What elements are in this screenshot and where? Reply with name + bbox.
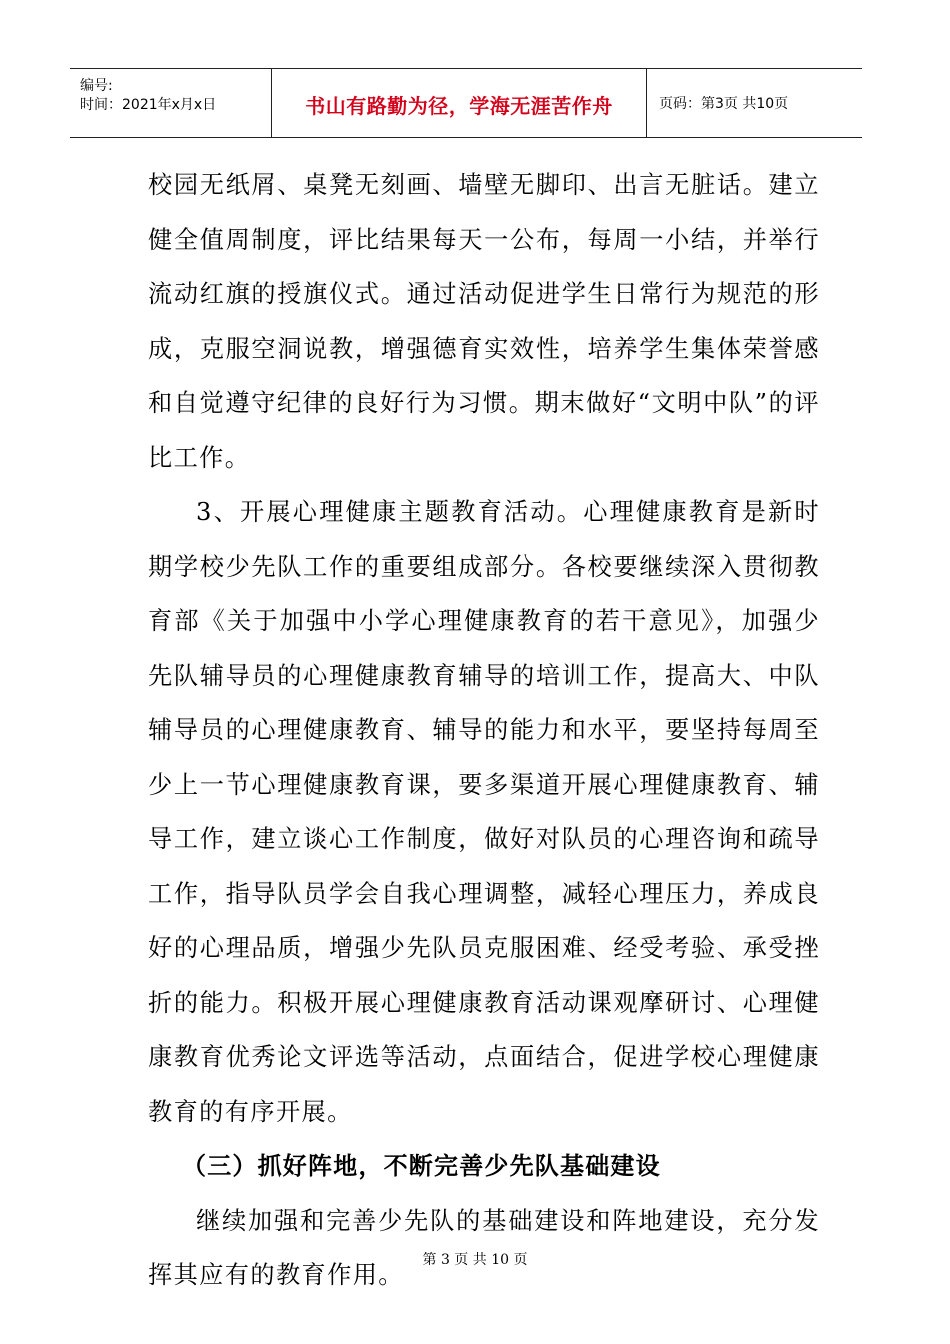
body-paragraph-3: 继续加强和完善少先队的基础建设和阵地建设，充分发挥其应有的教育作用。 xyxy=(148,1206,820,1289)
document-date-label: 时间：2021年x月x日 xyxy=(80,97,217,113)
section-heading: （三）抓好阵地，不断完善少先队基础建设 xyxy=(182,1152,661,1180)
header-info-cell xyxy=(70,69,272,137)
header-page-cell xyxy=(647,69,862,137)
page-header-table xyxy=(70,68,862,138)
document-number-label: 编号: xyxy=(80,78,113,94)
header-page-code: 页码：第3页 共10页 xyxy=(659,96,789,112)
body-paragraph-2: 3、开展心理健康主题教育活动。心理健康教育是新时期学校少先队工作的重要组成部分。各校要继续深入贯彻教育部《关于加强中小学心理健康教育的若干意见》，加强少先队辅导员的心理健康教育辅导的培训工作，提高大、中队辅导员的心理健康教育、辅导的能力和水平，要坚持每周至少上一节心理健康教育课，要多渠道开展心理健康教育、辅导工作，建立谈心工作制度，做好对队员的心理咨询和疏导工作，指导队员学会自我心理调整，减轻心理压力，养成良好的心理品质，增强少先队员克服困难、经受考验、承受挫折的能力。积极开展心理健康教育活动课观摩研讨、心理健康教育优秀论文评选等活动，点面结合，促进学校心理健康教育的有序开展。 xyxy=(148,498,820,1126)
page-footer: 第 3 页 共 10 页 xyxy=(422,1252,528,1268)
body-paragraph-1: 校园无纸屑、桌凳无刻画、墙壁无脚印、出言无脏话。建立健全值周制度，评比结果每天一公布，每周一小结，并举行流动红旗的授旗仪式。通过活动促进学生日常行为规范的形成，克服空洞说教，增强德育实效性，培养学生集体荣誉感和自觉遵守纪律的良好行为习惯。期末做好“文明中队”的评比工作。 xyxy=(148,171,820,472)
document-body xyxy=(148,158,820,1303)
header-motto-cell xyxy=(272,69,647,137)
header-motto: 书山有路勤为径，学海无涯苦作舟 xyxy=(305,94,613,118)
